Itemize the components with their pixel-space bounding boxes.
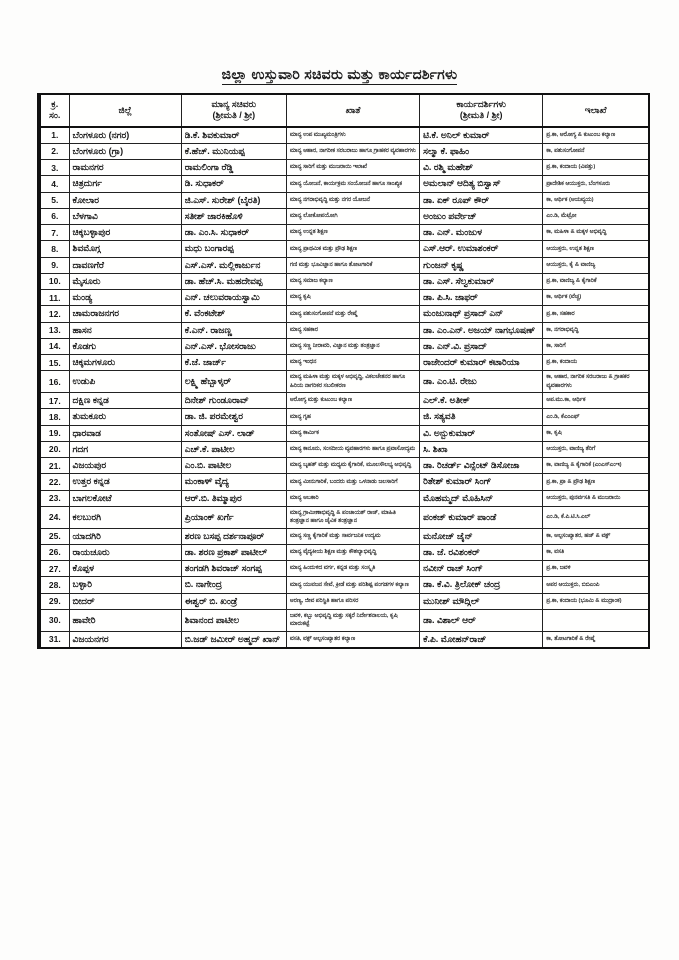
cell-dept: ಕಾ, ಪಶುಸಂಗೋಪನೆ: [543, 143, 649, 159]
cell-portfolio: ಮಾನ್ಯ ನಗರಾಭಿವೃದ್ಧಿ ಮತ್ತು ನಗರ ಯೋಜನೆ: [286, 192, 419, 208]
cell-sl: 17.: [39, 393, 69, 409]
cell-district: ಬೀದರ್: [69, 593, 181, 609]
cell-sl: 6.: [39, 208, 69, 224]
cell-portfolio: ಮಾನ್ಯ ಕೃಷಿ: [286, 290, 419, 306]
table-row: [39, 506, 649, 528]
cell-minister: ಎಸ್.ಎಸ್. ಮಲ್ಲಿಕಾರ್ಜುನ: [181, 257, 286, 273]
cell-dept: ಪ್ರ.ಕಾ, ಸಹಕಾರ: [543, 306, 649, 322]
cell-secretary: ಡಾ. ಪಿ.ಸಿ. ಜಾಫರ್: [420, 290, 543, 306]
cell-sl: 2.: [39, 143, 69, 159]
cell-minister: ಕೆ.ಎನ್. ರಾಜಣ್ಣ: [181, 322, 286, 338]
cell-portfolio: ಮಾನ್ಯ ಲೋಕೋಪಯೋಗಿ: [286, 208, 419, 224]
cell-portfolio: ಮಾನ್ಯ ಇಂಧನ: [286, 355, 419, 371]
cell-dept: ಕಾ, ತೋಟಗಾರಿಕೆ & ರೇಷ್ಮೆ: [543, 631, 649, 648]
cell-secretary: ಗುಂಜನ್ ಕೃಷ್ಣ: [420, 257, 543, 273]
cell-sl: 25.: [39, 528, 69, 544]
cell-secretary: ಡಾ. ಏಕ್ ರೂಪ್ ಕೌರ್: [420, 192, 543, 208]
cell-sl: 27.: [39, 561, 69, 577]
cell-minister: ತಂಗಡಗಿ ಶಿವರಾಜ್ ಸಂಗಪ್ಪ: [181, 561, 286, 577]
cell-dept: ಅಪರ ಆಯುಕ್ತರು, ಬಿಬಿಎಂಪಿ: [543, 577, 649, 593]
cell-sl: 5.: [39, 192, 69, 208]
cell-dept: ಪ್ರಾದೇಶಿಕ ಆಯುಕ್ತರು, ಬೆಂಗಳೂರು: [543, 176, 649, 192]
cell-sl: 18.: [39, 409, 69, 425]
table-row: [39, 577, 649, 593]
district-ministers-table: [37, 93, 650, 649]
cell-district: ಹಾವೇರಿ: [69, 609, 181, 631]
cell-sl: 8.: [39, 241, 69, 257]
cell-minister: ರಾಮಲಿಂಗಾ ರೆಡ್ಡಿ: [181, 160, 286, 176]
cell-district: ಬಳ್ಳಾರಿ: [69, 577, 181, 593]
cell-sl: 31.: [39, 631, 69, 648]
table-row: [39, 593, 649, 609]
cell-secretary: ಮುನೀಶ್ ಮೌದ್ಗಿಲ್: [420, 593, 543, 609]
cell-dept: ಪ್ರ.ಕಾ, ವಾಣಿಜ್ಯ & ಕೈಗಾರಿಕೆ: [543, 273, 649, 289]
header-serial-number: ಕ್ರ. ಸಂ.: [39, 94, 69, 127]
cell-district: ಕೋಲಾರ: [69, 192, 181, 208]
cell-secretary: ಡಾ. ಕೆ.ವಿ. ತ್ರಿಲೋಕ್ ಚಂದ್ರ: [420, 577, 543, 593]
cell-dept: ಅಪ.ಮು.ಕಾ, ಆರ್ಥಿಕ: [543, 393, 649, 409]
cell-minister: ಆರ್.ಬಿ. ತಿಮ್ಮಾಪುರ: [181, 490, 286, 506]
cell-district: ಬೆಳಗಾವಿ: [69, 208, 181, 224]
cell-district: ಧಾರವಾಡ: [69, 425, 181, 441]
table-row: [39, 241, 649, 257]
cell-secretary: ಜಿ. ಸತ್ಯವತಿ: [420, 409, 543, 425]
cell-minister: ಈಶ್ವರ್ ಬಿ. ಖಂಡ್ರೆ: [181, 593, 286, 609]
cell-secretary: ಟಿ.ಕೆ. ಅನಿಲ್ ಕುಮಾರ್: [420, 127, 543, 144]
cell-dept: ಪ್ರ.ಕಾ, ಆರೋಗ್ಯ & ಕುಟುಂಬ ಕಲ್ಯಾಣ: [543, 127, 649, 144]
cell-minister: ಕೆ. ವೆಂಕಟೇಶ್: [181, 306, 286, 322]
cell-secretary: ಎಸ್.ಆರ್. ಉಮಾಶಂಕರ್: [420, 241, 543, 257]
cell-minister: ದಿನೇಶ್ ಗುಂಡೂರಾವ್: [181, 393, 286, 409]
cell-secretary: ಮೊಹಮ್ಮದ್ ಮೊಹಿಸಿನ್: [420, 490, 543, 506]
table-row: [39, 544, 649, 560]
cell-sl: 11.: [39, 290, 69, 306]
cell-secretary: ಡಾ. ಎಂ.ಟಿ. ರೇಜು: [420, 371, 543, 393]
table-row: [39, 458, 649, 474]
cell-district: ರಾಮನಗರ: [69, 160, 181, 176]
cell-portfolio: ಮಾನ್ಯ ಅಬಕಾರಿ: [286, 490, 419, 506]
cell-district: ದಾವಣಗೆರೆ: [69, 257, 181, 273]
cell-secretary: ಡಾ. ಎಸ್. ಸೆಲ್ವಕುಮಾರ್: [420, 273, 543, 289]
cell-minister: ಬಿ.ಜಡ್ ಜಮೀರ್ ಅಹ್ಮದ್ ಖಾನ್: [181, 631, 286, 648]
table-row: [39, 631, 649, 648]
cell-minister: ಡಿ.ಕೆ. ಶಿವಕುಮಾರ್: [181, 127, 286, 144]
cell-sl: 22.: [39, 474, 69, 490]
cell-district: ವಿಜಯಪುರ: [69, 458, 181, 474]
cell-portfolio: ವಸತಿ, ವಕ್ಫ್ ಅಲ್ಪಸಂಖ್ಯಾತರ ಕಲ್ಯಾಣ: [286, 631, 419, 648]
cell-dept: ಕಾ, ಮಹಿಳಾ & ಮಕ್ಕಳ ಅಭಿವೃದ್ಧಿ: [543, 225, 649, 241]
cell-district: ಚಿಕ್ಕಮಗಳೂರು: [69, 355, 181, 371]
cell-district: ಚಾಮರಾಜನಗರ: [69, 306, 181, 322]
cell-minister: ಕೆ.ಹೆಚ್. ಮುನಿಯಪ್ಪ: [181, 143, 286, 159]
cell-portfolio: ಅರಣ್ಯ, ಜೀವ ಪರಿಸ್ಥಿತಿ ಹಾಗೂ ಪರಿಸರ: [286, 593, 419, 609]
cell-sl: 26.: [39, 544, 69, 560]
cell-dept: ಕಾ, ಆರ್ಥಿಕ (ಆಯವ್ಯಯ): [543, 192, 649, 208]
table-row: [39, 143, 649, 159]
cell-sl: 30.: [39, 609, 69, 631]
cell-district: ಮಂಡ್ಯ: [69, 290, 181, 306]
cell-dept: ಎಂ.ಡಿ, ಮೆಟ್ರೋ: [543, 208, 649, 224]
cell-sl: 7.: [39, 225, 69, 241]
table-row: [39, 160, 649, 176]
cell-minister: ಮಂಕಾಳ್ ವೈದ್ಯ: [181, 474, 286, 490]
cell-dept: ಕಾ, ವಾಣಿಜ್ಯ & ಕೈಗಾರಿಕೆ (ಎಂಎಸ್ಎಂಇ): [543, 458, 649, 474]
table-row: [39, 441, 649, 457]
cell-dept: ಕಾ, ಆರ್ಥಿಕ (ವೆಚ್ಚ): [543, 290, 649, 306]
cell-secretary: ವಿ. ರಶ್ಮಿ ಮಹೇಶ್: [420, 160, 543, 176]
table-row: [39, 192, 649, 208]
cell-minister: ಶಿವಾನಂದ ಪಾಟೀಲ: [181, 609, 286, 631]
cell-portfolio: ಮಾನ್ಯ ಹಿಂದುಳಿದ ವರ್ಗ, ಕನ್ನಡ ಮತ್ತು ಸಂಸ್ಕೃತಿ: [286, 561, 419, 577]
table-row: [39, 257, 649, 273]
cell-secretary: ಕೆ.ಪಿ. ಮೋಹನ್‌ರಾಜ್: [420, 631, 543, 648]
cell-dept: ಕಾ, ವಸತಿ: [543, 544, 649, 560]
cell-portfolio: ಮಾನ್ಯ ಪ್ರಾಥಮಿಕ ಮತ್ತು ಪ್ರೌಢ ಶಿಕ್ಷಣ: [286, 241, 419, 257]
table-row: [39, 273, 649, 289]
cell-dept: ಆಯುಕ್ತರು, ವಾಣಿಜ್ಯ ತೆರಿಗೆ: [543, 441, 649, 457]
header-district: ಜಿಲ್ಲೆ: [69, 94, 181, 127]
table-row: [39, 490, 649, 506]
header-minister: ಮಾನ್ಯ ಸಚಿವರು (ಶ್ರೀಮತಿ / ಶ್ರೀ): [181, 94, 286, 127]
cell-secretary: ರಿತೇಶ್ ಕುಮಾರ್ ಸಿಂಗ್: [420, 474, 543, 490]
cell-district: ಮೈಸೂರು: [69, 273, 181, 289]
cell-minister: ಎನ್. ಚಲುವರಾಯಸ್ವಾಮಿ: [181, 290, 286, 306]
cell-dept: ಎಂ.ಡಿ, ಕೆಎಂಎಫ್: [543, 409, 649, 425]
cell-secretary: ಡಾ. ವಿಶಾಲ್ ಆರ್: [420, 609, 543, 631]
cell-dept: ಕಾ, ಸಾರಿಗೆ: [543, 338, 649, 354]
cell-minister: ಡಿ. ಸುಧಾಕರ್: [181, 176, 286, 192]
cell-district: ವಿಜಯನಗರ: [69, 631, 181, 648]
table-row: [39, 409, 649, 425]
table-row: [39, 474, 649, 490]
cell-district: ಉಡುಪಿ: [69, 371, 181, 393]
cell-secretary: ಸಿ. ಶಿಖಾ: [420, 441, 543, 457]
cell-sl: 21.: [39, 458, 69, 474]
cell-secretary: ಮನೋಜ್ ಜೈನ್: [420, 528, 543, 544]
cell-sl: 14.: [39, 338, 69, 354]
cell-portfolio: ಮಾನ್ಯ ಸಮಾಜ ಕಲ್ಯಾಣ: [286, 273, 419, 289]
cell-dept: ಆಯುಕ್ತರು, ಉನ್ನತ ಶಿಕ್ಷಣ: [543, 241, 649, 257]
cell-district: ಕಲಬುರಗಿ: [69, 506, 181, 528]
cell-minister: ಎಚ್.ಕೆ. ಪಾಟೀಲ: [181, 441, 286, 457]
cell-portfolio: ಮಾನ್ಯ ಪಶುಸಂಗೋಪನೆ ಮತ್ತು ರೇಷ್ಮೆ: [286, 306, 419, 322]
cell-district: ಬೆಂಗಳೂರು (ನಗರ): [69, 127, 181, 144]
table-row: [39, 371, 649, 393]
cell-minister: ಡಾ. ಶರಣ ಪ್ರಕಾಶ್ ಪಾಟೀಲ್: [181, 544, 286, 560]
table-row: [39, 208, 649, 224]
cell-district: ಶಿವಮೊಗ್ಗ: [69, 241, 181, 257]
cell-portfolio: ಮಾನ್ಯ ಮೀನುಗಾರಿಕೆ, ಬಂದರು ಮತ್ತು ಒಳನಾಡು ಜಲಸಾರಿಗೆ: [286, 474, 419, 490]
cell-sl: 15.: [39, 355, 69, 371]
cell-sl: 9.: [39, 257, 69, 273]
cell-portfolio: ಜವಳಿ, ಕಬ್ಬು ಅಭಿವೃದ್ಧಿ ಮತ್ತು ಸಕ್ಕರೆ ನಿರ್ದೇಶನಾಲಯ, ಕೃಷಿ ಮಾರುಕಟ್ಟೆ: [286, 609, 419, 631]
cell-dept: ಆಯುಕ್ತರು, ಕೈ & ವಾಣಿಜ್ಯ: [543, 257, 649, 273]
cell-minister: ಎನ್.ಎಸ್. ಭೋಸರಾಜು: [181, 338, 286, 354]
cell-secretary: ಡಾ. ರಿಚರ್ಡ್ ವಿನ್ಸೆಂಟ್ ಡಿಸೋಜಾ: [420, 458, 543, 474]
header-department: ಇಲಾಖೆ: [543, 94, 649, 127]
table-row: [39, 322, 649, 338]
table-row: [39, 176, 649, 192]
cell-district: ಬೆಂಗಳೂರು (ಗ್ರಾ): [69, 143, 181, 159]
cell-portfolio: ಮಾನ್ಯ ಗೃಹ: [286, 409, 419, 425]
cell-secretary: ರಾಜೇಂದರ್ ಕುಮಾರ್ ಕಟಾರಿಯಾ: [420, 355, 543, 371]
table-body: [39, 127, 649, 648]
cell-secretary: ಡಾ. ಎನ್.ವಿ. ಪ್ರಸಾದ್: [420, 338, 543, 354]
cell-sl: 1.: [39, 127, 69, 144]
cell-portfolio: ಮಾನ್ಯ ಸಣ್ಣ ಕೈಗಾರಿಕೆ ಮತ್ತು ಸಾರ್ವಜನಿಕ ಉದ್ಯಮ: [286, 528, 419, 544]
cell-dept: ಪ್ರ.ಕಾ, ಕಂದಾಯ (ಭೂಮಿ & ಮುದ್ರಾಂಕ): [543, 593, 649, 609]
cell-district: ಚಿಕ್ಕಬಳ್ಳಾಪುರ: [69, 225, 181, 241]
page-title: ಜಿಲ್ಲಾ ಉಸ್ತುವಾರಿ ಸಚಿವರು ಮತ್ತು ಕಾರ್ಯದರ್ಶಿಗಳು: [0, 66, 679, 83]
cell-minister: ಬಿ. ನಾಗೇಂದ್ರ: [181, 577, 286, 593]
cell-district: ರಾಯಚೂರು: [69, 544, 181, 560]
cell-district: ಕೊಪ್ಪಳ: [69, 561, 181, 577]
cell-secretary: ಅಮಲಾನ್ ಆದಿತ್ಯ ಬಿಸ್ವಾಸ್: [420, 176, 543, 192]
cell-dept: ಪ್ರ.ಕಾ, ಜವಳಿ: [543, 561, 649, 577]
cell-district: ತುಮಕೂರು: [69, 409, 181, 425]
table-row: [39, 290, 649, 306]
cell-portfolio: ಮಾನ್ಯ ಗ್ರಾಮೀಣಾಭಿವೃದ್ಧಿ & ಪಂಚಾಯತ್ ರಾಜ್, ಮಾಹಿತಿ ತಂತ್ರಜ್ಞಾನ ಹಾಗೂ ಜೈವಿಕ ತಂತ್ರಜ್ಞಾನ: [286, 506, 419, 528]
table-row: [39, 338, 649, 354]
cell-secretary: ವಿ. ಅನ್ಬುಕುಮಾರ್: [420, 425, 543, 441]
cell-dept: ಆಯುಕ್ತರು, ಪುನರ್ವಸತಿ & ಮುಜರಾಯಿ: [543, 490, 649, 506]
cell-secretary: ಸಲ್ಮಾ ಕೆ. ಫಾಹಿಂ: [420, 143, 543, 159]
cell-sl: 10.: [39, 273, 69, 289]
header-secretary: ಕಾರ್ಯದರ್ಶಿಗಳು (ಶ್ರೀಮತಿ / ಶ್ರೀ): [420, 94, 543, 127]
table-row: [39, 306, 649, 322]
cell-portfolio: ಮಾನ್ಯ ಮಹಿಳಾ ಮತ್ತು ಮಕ್ಕಳ ಅಭಿವೃದ್ಧಿ, ವಿಕಲಚೇತನರ ಹಾಗೂ ಹಿರಿಯ ನಾಗರಿಕರ ಸಬಲೀಕರಣ: [286, 371, 419, 393]
cell-sl: 3.: [39, 160, 69, 176]
cell-sl: 19.: [39, 425, 69, 441]
cell-minister: ಸತೀಶ್ ಜಾರಕಿಹೊಳಿ: [181, 208, 286, 224]
cell-portfolio: ಮಾನ್ಯ ಕಾನೂನು, ಸಂಸದೀಯ ವ್ಯವಹಾರಗಳು ಹಾಗೂ ಪ್ರವಾಸೋದ್ಯಮ: [286, 441, 419, 457]
cell-secretary: ಎಲ್.ಕೆ. ಅತೀಕ್: [420, 393, 543, 409]
cell-district: ಉತ್ತರ ಕನ್ನಡ: [69, 474, 181, 490]
cell-secretary: ಮಂಜುನಾಥ್ ಪ್ರಸಾದ್ ಎನ್: [420, 306, 543, 322]
table-row: [39, 609, 649, 631]
cell-sl: 12.: [39, 306, 69, 322]
cell-minister: ಡಾ. ಹೆಚ್.ಸಿ. ಮಹದೇವಪ್ಪ: [181, 273, 286, 289]
cell-minister: ಶರಣ ಬಸಪ್ಪ ದರ್ಶನಾಪೂರ್: [181, 528, 286, 544]
cell-portfolio: ಮಾನ್ಯ ಉಪ ಮುಖ್ಯಮಂತ್ರಿಗಳು: [286, 127, 419, 144]
cell-dept: ಪ್ರ.ಕಾ, ಪ್ರಾ & ಪ್ರೌಢ ಶಿಕ್ಷಣ: [543, 474, 649, 490]
cell-dept: ಕಾ, ಆಹಾರ, ನಾಗರಿಕ ಸರಬರಾಜು & ಗ್ರಾಹಕರ ವ್ಯವಹಾರಗಳು: [543, 371, 649, 393]
cell-portfolio: ಮಾನ್ಯ ಕಾರ್ಮಿಕ: [286, 425, 419, 441]
cell-sl: 29.: [39, 593, 69, 609]
cell-dept: ಪ್ರ.ಕಾ, ಕಂದಾಯ (ವಿಪತ್ತು): [543, 160, 649, 176]
cell-portfolio: ಮಾನ್ಯ ಯೋಜನೆ, ಕಾರ್ಯಕ್ರಮ ಸಂಯೋಜನೆ ಹಾಗೂ ಸಾಂಖ್ಯಿಕ: [286, 176, 419, 192]
cell-dept: ಪ್ರ.ಕಾ, ಕಂದಾಯ: [543, 355, 649, 371]
cell-minister: ಪ್ರಿಯಾಂಕ್ ಖರ್ಗೆ: [181, 506, 286, 528]
cell-secretary: ಅಂಜುಂ ಪರ್ವೇಜ್: [420, 208, 543, 224]
cell-sl: 23.: [39, 490, 69, 506]
cell-minister: ಲಕ್ಷ್ಮಿ ಹೆಬ್ಬಾಳ್ಕರ್: [181, 371, 286, 393]
cell-district: ಚಿತ್ರದುರ್ಗ: [69, 176, 181, 192]
cell-minister: ಎಂ.ಬಿ. ಪಾಟೀಲ: [181, 458, 286, 474]
table-row: [39, 225, 649, 241]
cell-minister: ಡಾ. ಎಂ.ಸಿ. ಸುಧಾಕರ್: [181, 225, 286, 241]
cell-dept: ಕಾ, ಅಲ್ಪಸಂಖ್ಯಾತರ, ಹಜ್ & ವಕ್ಫ್: [543, 528, 649, 544]
header-portfolio: ಖಾತೆ: [286, 94, 419, 127]
cell-secretary: ಪಂಕಜ್ ಕುಮಾರ್ ಪಾಂಡೆ: [420, 506, 543, 528]
cell-portfolio: ಮಾನ್ಯ ಯುವಜನ ಸೇವೆ, ಕ್ರೀಡೆ ಮತ್ತು ಪರಿಶಿಷ್ಟ ಪಂಗಡಗಳ ಕಲ್ಯಾಣ: [286, 577, 419, 593]
cell-sl: 24.: [39, 506, 69, 528]
cell-sl: 13.: [39, 322, 69, 338]
cell-portfolio: ಮಾನ್ಯ ಸಣ್ಣ ನೀರಾವರಿ, ವಿಜ್ಞಾನ ಮತ್ತು ತಂತ್ರಜ್ಞಾನ: [286, 338, 419, 354]
cell-sl: 16.: [39, 371, 69, 393]
cell-portfolio: ಮಾನ್ಯ ಆಹಾರ, ನಾಗರೀಕ ಸರಬರಾಜು ಹಾಗೂ ಗ್ರಾಹಕರ ವ್ಯವಹಾರಗಳು: [286, 143, 419, 159]
table-header-row: [39, 94, 649, 127]
cell-district: ದಕ್ಷಿಣ ಕನ್ನಡ: [69, 393, 181, 409]
cell-district: ಕೊಡಗು: [69, 338, 181, 354]
cell-district: ಗದಗ: [69, 441, 181, 457]
cell-portfolio: ಗಣಿ ಮತ್ತು ಭೂವಿಜ್ಞಾನ ಹಾಗೂ ತೋಟಗಾರಿಕೆ: [286, 257, 419, 273]
cell-secretary: ಡಾ. ಎನ್. ಮಂಜುಳ: [420, 225, 543, 241]
table-row: [39, 355, 649, 371]
cell-district: ಹಾಸನ: [69, 322, 181, 338]
cell-portfolio: ಮಾನ್ಯ ವೈದ್ಯಕೀಯ ಶಿಕ್ಷಣ ಮತ್ತು ಕೌಶಲ್ಯಾಭಿವೃದ್ಧಿ: [286, 544, 419, 560]
cell-portfolio: ಮಾನ್ಯ ಸಾರಿಗೆ ಮತ್ತು ಮುಜರಾಯಿ ಇಲಾಖೆ: [286, 160, 419, 176]
cell-district: ಯಾದಗಿರಿ: [69, 528, 181, 544]
cell-dept: ಎಂ.ಡಿ, ಕೆ.ಪಿ.ಟಿ.ಸಿ.ಎಲ್: [543, 506, 649, 528]
cell-sl: 4.: [39, 176, 69, 192]
table-row: [39, 528, 649, 544]
cell-sl: 28.: [39, 577, 69, 593]
cell-secretary: ಡಾ. ಎಂ.ಎನ್. ಅಜಯ್ ನಾಗಭೂಷಣ್: [420, 322, 543, 338]
cell-portfolio: ಮಾನ್ಯ ಸಹಕಾರ: [286, 322, 419, 338]
cell-sl: 20.: [39, 441, 69, 457]
cell-dept: ಕಾ, ಕೃಷಿ: [543, 425, 649, 441]
cell-dept: ಕಾ, ನಗರಾಭಿವೃದ್ಧಿ: [543, 322, 649, 338]
table-row: [39, 127, 649, 144]
cell-minister: ಸಂತೋಷ್ ಎಸ್. ಲಾಡ್: [181, 425, 286, 441]
cell-portfolio: ಆರೋಗ್ಯ ಮತ್ತು ಕುಟುಂಬ ಕಲ್ಯಾಣ: [286, 393, 419, 409]
cell-portfolio: ಮಾನ್ಯ ಬೃಹತ್ ಮತ್ತು ಮಧ್ಯಮ ಕೈಗಾರಿಕೆ, ಮೂಲಸೌಲಭ್ಯ ಅಭಿವೃದ್ಧಿ: [286, 458, 419, 474]
cell-portfolio: ಮಾನ್ಯ ಉನ್ನತ ಶಿಕ್ಷಣ: [286, 225, 419, 241]
cell-minister: ಡಾ. ಜಿ. ಪರಮೇಶ್ವರ: [181, 409, 286, 425]
cell-secretary: ಡಾ. ಜೆ. ರವಿಶಂಕರ್: [420, 544, 543, 560]
cell-minister: ಕೆ.ಜೆ. ಜಾರ್ಜ್: [181, 355, 286, 371]
cell-district: ಬಾಗಲಕೋಟೆ: [69, 490, 181, 506]
cell-secretary: ನವೀನ್ ರಾಜ್ ಸಿಂಗ್: [420, 561, 543, 577]
cell-dept: [543, 609, 649, 631]
cell-minister: ಮಧು ಬಂಗಾರಪ್ಪ: [181, 241, 286, 257]
cell-minister: ಜಿ.ಎಸ್. ಸುರೇಶ್ (ಬೈರತಿ): [181, 192, 286, 208]
table-row: [39, 561, 649, 577]
table-row: [39, 393, 649, 409]
table-row: [39, 425, 649, 441]
